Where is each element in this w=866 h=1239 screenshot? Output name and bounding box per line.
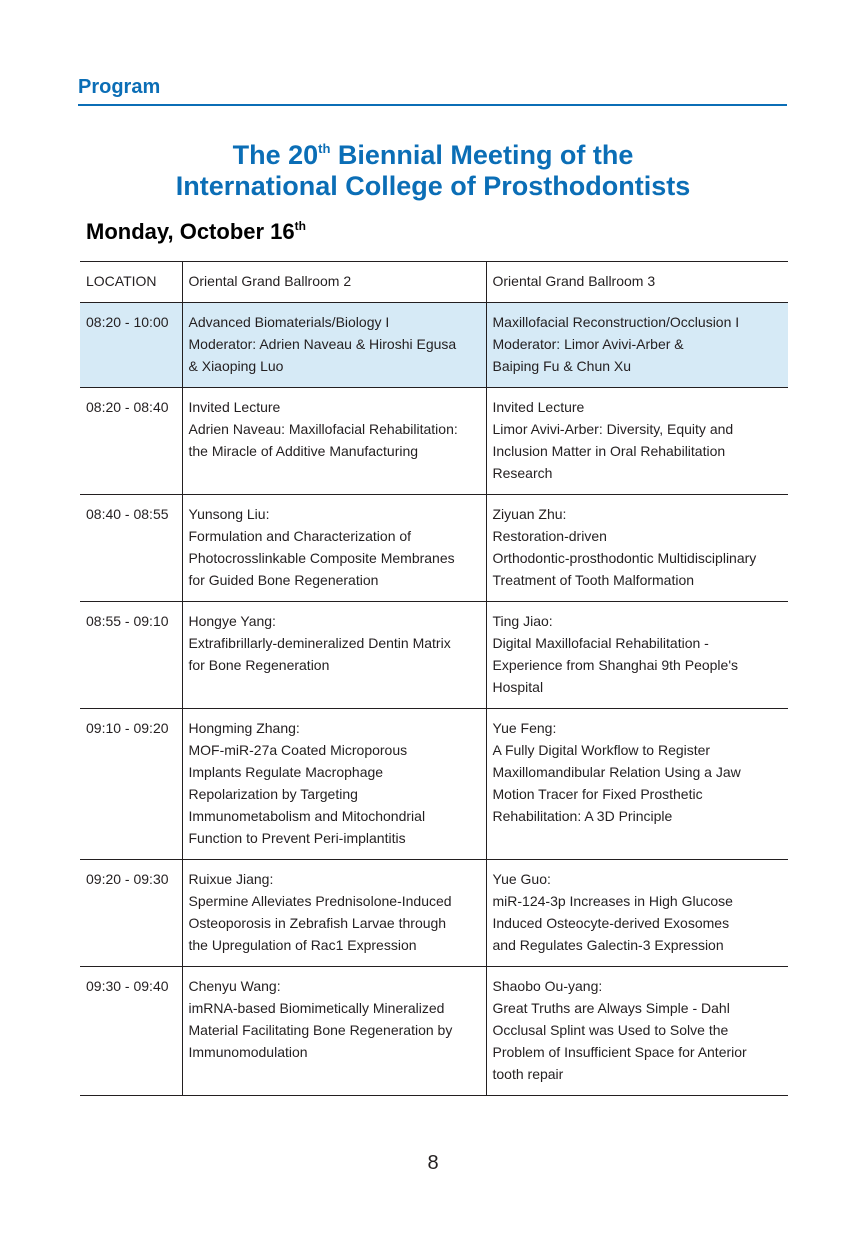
cell-line: Implants Regulate Macrophage <box>188 764 384 780</box>
cell-line: Research <box>492 465 553 481</box>
cell-line: Limor Avivi-Arber: Diversity, Equity and <box>492 421 734 437</box>
cell-line: Extrafibrillarly-demineralized Dentin Matrix <box>188 635 451 651</box>
cell-line: Immunomodulation <box>188 1044 308 1060</box>
cell-line: Restoration-driven <box>492 528 607 544</box>
table-row <box>80 860 788 967</box>
cell-line: Yue Guo: <box>492 871 551 887</box>
cell-line: Problem of Insufficient Space for Anterior <box>492 1044 747 1060</box>
cell-line: & Xiaoping Luo <box>188 358 284 374</box>
cell-line: Repolarization by Targeting <box>188 786 358 802</box>
title-superscript: th <box>318 141 331 156</box>
section-label: Program <box>78 76 161 98</box>
cell-line: Shaobo Ou-yang: <box>492 978 603 994</box>
cell-line: the Miracle of Additive Manufacturing <box>188 443 419 459</box>
cell-line: Maxillofacial Reconstruction/Occlusion I <box>492 314 740 330</box>
time-cell: 09:20 - 09:30 <box>80 860 182 967</box>
cell-line: Ziyuan Zhu: <box>492 506 567 522</box>
cell-line: Orthodontic-prosthodontic Multidisciplinary <box>492 550 757 566</box>
program-table <box>80 261 788 1096</box>
header-location: LOCATION <box>80 262 182 303</box>
meeting-title-line-1 <box>0 140 866 171</box>
cell-line: MOF-miR-27a Coated Microporous <box>188 742 408 758</box>
room-3-cell <box>486 495 788 602</box>
title-text-part: Biennial Meeting of the <box>330 140 634 170</box>
day-heading <box>86 219 306 245</box>
room-3-cell <box>486 388 788 495</box>
cell-line: for Bone Regeneration <box>188 657 330 673</box>
time-cell: 08:20 - 08:40 <box>80 388 182 495</box>
room-2-cell <box>182 495 486 602</box>
cell-line: Material Facilitating Bone Regeneration by <box>188 1022 453 1038</box>
cell-line: Moderator: Limor Avivi-Arber & <box>492 336 684 352</box>
cell-line: Induced Osteocyte-derived Exosomes <box>492 915 730 931</box>
cell-line: Function to Prevent Peri-implantitis <box>188 830 406 846</box>
room-2-cell <box>182 303 486 388</box>
time-cell: 09:10 - 09:20 <box>80 709 182 860</box>
room-3-cell <box>486 602 788 709</box>
meeting-title <box>0 140 866 202</box>
cell-line: Invited Lecture <box>188 399 281 415</box>
cell-line: Moderator: Adrien Naveau & Hiroshi Egusa <box>188 336 457 352</box>
cell-line: for Guided Bone Regeneration <box>188 572 379 588</box>
cell-line: Chenyu Wang: <box>188 978 281 994</box>
table-row <box>80 388 788 495</box>
cell-line: Formulation and Characterization of <box>188 528 412 544</box>
time-cell: 08:55 - 09:10 <box>80 602 182 709</box>
cell-line: Yue Feng: <box>492 720 557 736</box>
room-2-cell <box>182 388 486 495</box>
day-text: Monday, October 16 <box>86 219 295 244</box>
cell-line: Motion Tracer for Fixed Prosthetic <box>492 786 703 802</box>
cell-line: Osteoporosis in Zebrafish Larvae through <box>188 915 447 931</box>
cell-line: Hongye Yang: <box>188 613 276 629</box>
title-text-part: The 20 <box>232 140 319 170</box>
header-room-3: Oriental Grand Ballroom 3 <box>486 262 788 303</box>
page-number: 8 <box>427 1152 439 1174</box>
cell-line: Invited Lecture <box>492 399 585 415</box>
cell-line: Baiping Fu & Chun Xu <box>492 358 632 374</box>
cell-line: Advanced Biomaterials/Biology I <box>188 314 390 330</box>
cell-line: Immunometabolism and Mitochondrial <box>188 808 426 824</box>
time-cell: 08:40 - 08:55 <box>80 495 182 602</box>
cell-line: the Upregulation of Rac1 Expression <box>188 937 417 953</box>
cell-line: and Regulates Galectin-3 Expression <box>492 937 724 953</box>
table-row <box>80 709 788 860</box>
cell-line: Spermine Alleviates Prednisolone-Induced <box>188 893 452 909</box>
table-row <box>80 602 788 709</box>
room-3-cell <box>486 303 788 388</box>
cell-line: miR-124-3p Increases in High Glucose <box>492 893 733 909</box>
cell-line: Inclusion Matter in Oral Rehabilitation <box>492 443 726 459</box>
table-row <box>80 495 788 602</box>
cell-line: Hongming Zhang: <box>188 720 300 736</box>
cell-line: Experience from Shanghai 9th People's <box>492 657 738 673</box>
table-row <box>80 967 788 1096</box>
cell-line: Treatment of Tooth Malformation <box>492 572 695 588</box>
cell-line: Ruixue Jiang: <box>188 871 274 887</box>
cell-line: imRNA-based Biomimetically Mineralized <box>188 1000 445 1016</box>
room-2-cell <box>182 860 486 967</box>
cell-line: Hospital <box>492 679 544 695</box>
section-divider <box>78 104 787 106</box>
room-2-cell <box>182 967 486 1096</box>
session-row <box>80 303 788 388</box>
cell-line: tooth repair <box>492 1066 564 1082</box>
cell-line: Photocrosslinkable Composite Membranes <box>188 550 455 566</box>
meeting-title-line-2: International College of Prosthodontists <box>175 171 691 201</box>
cell-line: Yunsong Liu: <box>188 506 270 522</box>
room-3-cell <box>486 709 788 860</box>
room-2-cell <box>182 602 486 709</box>
cell-line: Maxillomandibular Relation Using a Jaw <box>492 764 741 780</box>
cell-line: Ting Jiao: <box>492 613 553 629</box>
cell-line: A Fully Digital Workflow to Register <box>492 742 711 758</box>
table-header-row <box>80 262 788 303</box>
time-cell: 08:20 - 10:00 <box>80 303 182 388</box>
header-room-2: Oriental Grand Ballroom 2 <box>182 262 486 303</box>
cell-line: Adrien Naveau: Maxillofacial Rehabilitation: <box>188 421 458 437</box>
room-2-cell <box>182 709 486 860</box>
cell-line: Great Truths are Always Simple - Dahl <box>492 1000 730 1016</box>
cell-line: Rehabilitation: A 3D Principle <box>492 808 673 824</box>
day-superscript: th <box>294 219 306 233</box>
cell-line: Occlusal Splint was Used to Solve the <box>492 1022 729 1038</box>
time-cell: 09:30 - 09:40 <box>80 967 182 1096</box>
room-3-cell <box>486 860 788 967</box>
room-3-cell <box>486 967 788 1096</box>
cell-line: Digital Maxillofacial Rehabilitation - <box>492 635 709 651</box>
